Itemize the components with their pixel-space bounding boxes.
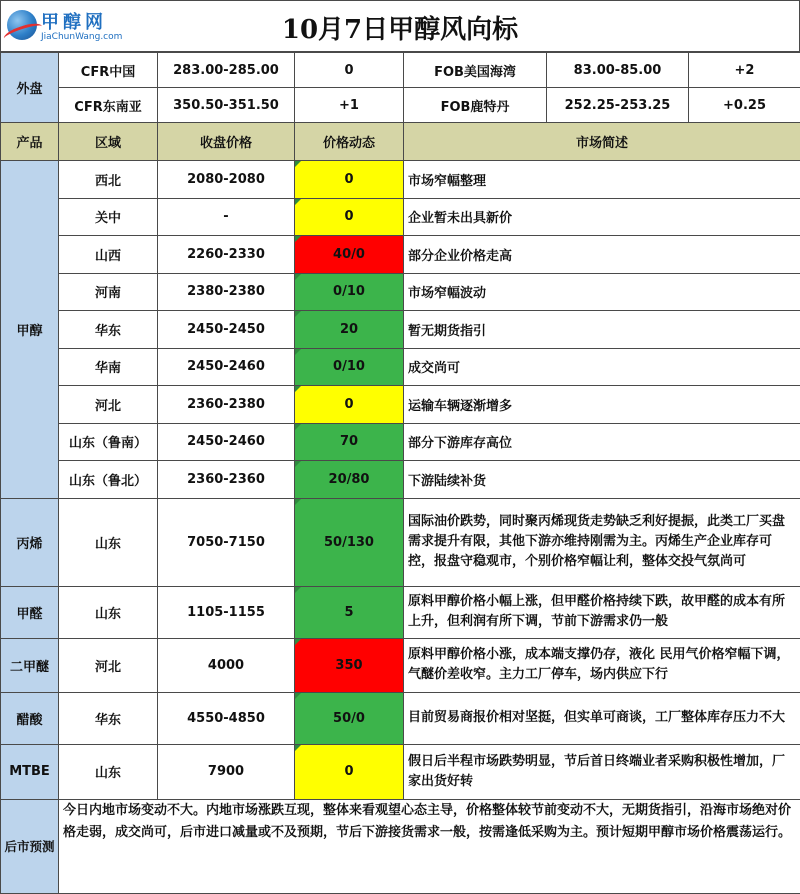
col-desc: 市场简述 [404,123,800,161]
desc-cell: 暂无期货指引 [404,311,800,349]
forecast-table [0,799,800,894]
price-cell: 2450-2450 [158,311,295,349]
change-cell: 50/130 [295,498,404,586]
outer-b-name: FOB鹿特丹 [404,88,547,123]
column-header-row [1,123,800,161]
desc-cell: 原料甲醇价格小涨，成本端支撑仍存，液化 民用气价格窄幅下调，气醚价差收窄。主力工厂停车，场内供应下行 [404,638,800,692]
region-cell: 山东（鲁南） [59,423,158,461]
desc-cell: 市场窄幅整理 [404,161,800,199]
outer-row [1,53,800,88]
region-cell: 华东 [59,311,158,349]
price-cell: 2360-2360 [158,461,295,499]
outer-b-price: 83.00-85.00 [547,53,689,88]
col-change: 价格动态 [295,123,404,161]
region-cell: 山东 [59,586,158,638]
price-cell: 7050-7150 [158,498,295,586]
desc-cell: 下游陆续补货 [404,461,800,499]
region-cell: 西北 [59,161,158,199]
price-cell: 4550-4850 [158,692,295,744]
product-row [1,586,800,638]
desc-cell: 市场窄幅波动 [404,273,800,311]
desc-cell: 部分下游库存高位 [404,423,800,461]
desc-cell: 运输车辆逐渐增多 [404,386,800,424]
product-row [1,744,800,799]
methanol-row [1,236,800,274]
logo-english-text: JiaChunWang.com [41,32,122,42]
methanol-row [1,161,800,199]
outer-a-name: CFR中国 [59,53,158,88]
change-cell: 0 [295,386,404,424]
desc-cell: 假日后半程市场跌势明显，节后首日终端业者采购积极性增加，厂家出货好转 [404,744,800,799]
price-cell: 2380-2380 [158,273,295,311]
price-cell: 2450-2460 [158,348,295,386]
methanol-row [1,386,800,424]
methanol-row [1,311,800,349]
outer-a-price: 350.50-351.50 [158,88,295,123]
col-region: 区域 [59,123,158,161]
change-cell: 0 [295,198,404,236]
market-table [0,52,800,800]
outer-b-change: +0.25 [689,88,800,123]
region-cell: 河南 [59,273,158,311]
outer-b-price: 252.25-253.25 [547,88,689,123]
methanol-row [1,423,800,461]
forecast-text: 今日内地市场变动不大。内地市场涨跌互现，整体来看观望心态主导，价格整体较节前变动不大，无期货指引，沿海市场绝对价格走弱，成交尚可，后市进口减量或不及预期，节后下游接货需求一般，按需逢低采购为主。预计短期甲醇市场价格震荡运行。 [59,799,800,893]
desc-cell: 企业暂未出具新价 [404,198,800,236]
product-label: MTBE [1,744,59,799]
report-header [0,0,800,52]
product-label: 醋酸 [1,692,59,744]
region-cell: 山东（鲁北） [59,461,158,499]
col-price: 收盘价格 [158,123,295,161]
product-row [1,638,800,692]
price-cell: 2360-2380 [158,386,295,424]
report-title: 10月7日甲醇风向标 [1,9,799,46]
region-cell: 山东 [59,498,158,586]
product-label: 丙烯 [1,498,59,586]
outer-row [1,88,800,123]
forecast-label: 后市预测 [1,799,59,893]
product-label: 二甲醚 [1,638,59,692]
region-cell: 山西 [59,236,158,274]
region-cell: 华东 [59,692,158,744]
outer-a-change: 0 [295,53,404,88]
methanol-row [1,348,800,386]
region-cell: 山东 [59,744,158,799]
price-cell: 2260-2330 [158,236,295,274]
product-row [1,498,800,586]
change-cell: 20/80 [295,461,404,499]
region-cell: 河北 [59,638,158,692]
logo-chinese-text: 甲醇网 [41,8,107,34]
change-cell: 20 [295,311,404,349]
desc-cell: 目前贸易商报价相对坚挺，但实单可商谈，工厂整体库存压力不大 [404,692,800,744]
price-cell: 4000 [158,638,295,692]
forecast-row [1,799,800,893]
price-cell: - [158,198,295,236]
product-label-methanol: 甲醇 [1,161,59,499]
desc-cell: 原料甲醇价格小幅上涨，但甲醛价格持续下跌，故甲醛的成本有所上升，但利润有所下调，节前下游需求仍一般 [404,586,800,638]
change-cell: 0/10 [295,273,404,311]
change-cell: 50/0 [295,692,404,744]
change-cell: 70 [295,423,404,461]
region-cell: 华南 [59,348,158,386]
price-cell: 2450-2460 [158,423,295,461]
col-product: 产品 [1,123,59,161]
price-cell: 1105-1155 [158,586,295,638]
region-cell: 关中 [59,198,158,236]
outer-a-price: 283.00-285.00 [158,53,295,88]
price-cell: 2080-2080 [158,161,295,199]
outer-b-name: FOB美国海湾 [404,53,547,88]
change-cell: 40/0 [295,236,404,274]
region-cell: 河北 [59,386,158,424]
methanol-row [1,461,800,499]
desc-cell: 成交尚可 [404,348,800,386]
desc-cell: 国际油价跌势，同时聚丙烯现货走势缺乏利好提振，此类工厂买盘需求提升有限，其他下游亦维持刚需为主。丙烯生产企业库存可控，报盘守稳观市，个别价格窄幅让利，整体交投气氛尚可 [404,498,800,586]
outer-b-change: +2 [689,53,800,88]
methanol-row [1,198,800,236]
change-cell: 350 [295,638,404,692]
product-row [1,692,800,744]
product-label: 甲醛 [1,586,59,638]
price-cell: 7900 [158,744,295,799]
change-cell: 0/10 [295,348,404,386]
outer-a-name: CFR东南亚 [59,88,158,123]
outer-a-change: +1 [295,88,404,123]
change-cell: 0 [295,744,404,799]
change-cell: 5 [295,586,404,638]
desc-cell: 部分企业价格走高 [404,236,800,274]
methanol-row [1,273,800,311]
outer-label: 外盘 [1,53,59,123]
change-cell: 0 [295,161,404,199]
